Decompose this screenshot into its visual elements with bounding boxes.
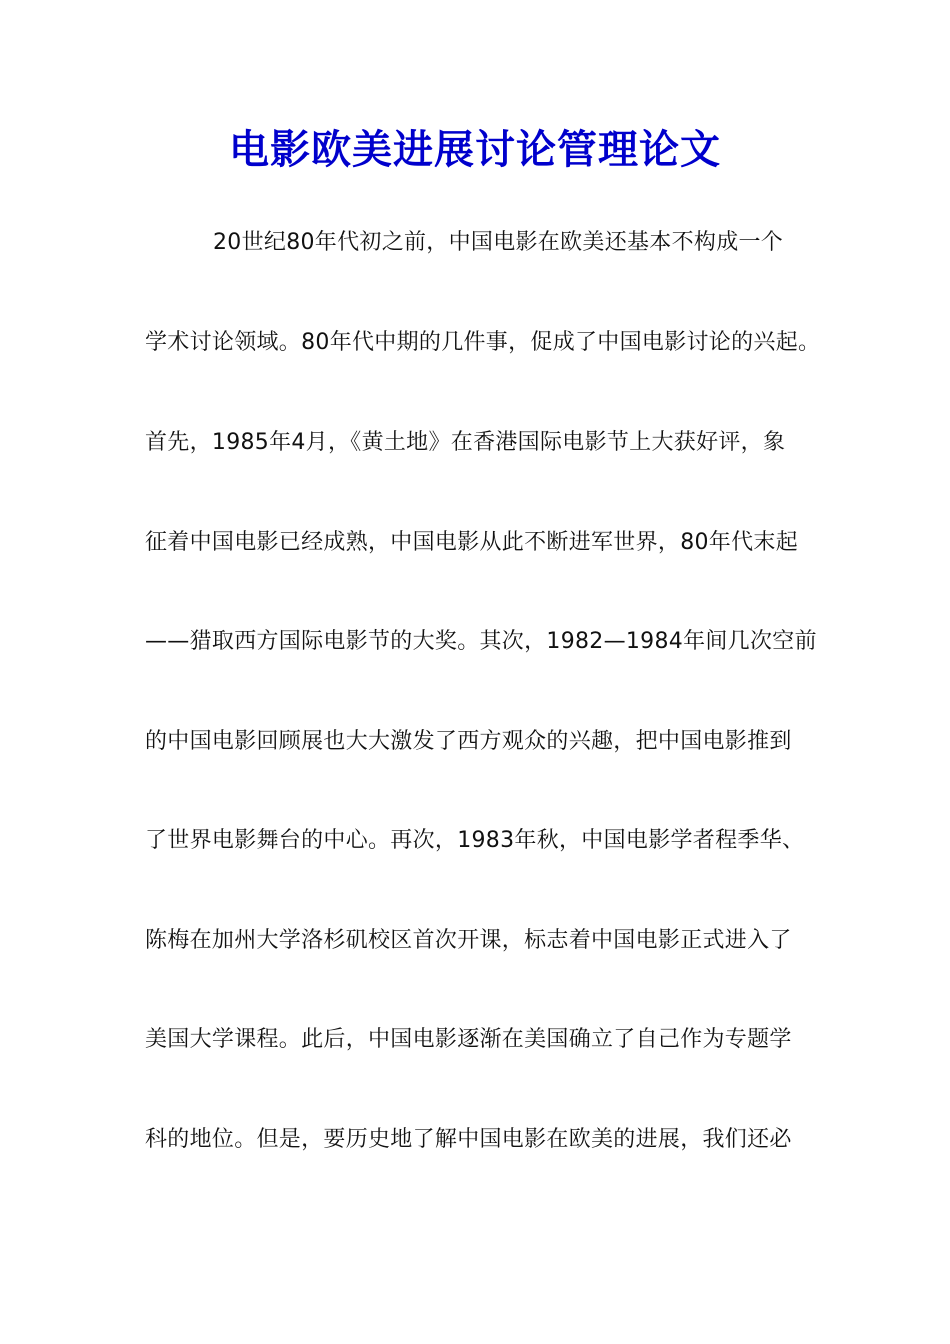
paragraph-line: 了世界电影舞台的中心。再次，1983年秋，中国电影学者程季华、	[145, 828, 805, 853]
paragraph-line: 陈梅在加州大学洛杉矶校区首次开课，标志着中国电影正式进入了	[145, 928, 792, 953]
document-title: 电影欧美进展讨论管理论文	[229, 126, 721, 173]
paragraph-line: ——猎取西方国际电影节的大奖。其次，1982—1984年间几次空前	[145, 629, 817, 654]
paragraph-line: 科的地位。但是，要历史地了解中国电影在欧美的进展，我们还必	[145, 1127, 792, 1152]
paragraph-line: 征着中国电影已经成熟，中国电影从此不断进军世界，80年代末起	[145, 530, 798, 555]
paragraph-line: 首先，1985年4月，《黄土地》在香港国际电影节上大获好评，象	[145, 430, 786, 455]
paragraph-line: 20世纪80年代初之前，中国电影在欧美还基本不构成一个	[213, 230, 784, 255]
paragraph-line: 美国大学课程。此后，中国电影逐渐在美国确立了自己作为专题学	[145, 1027, 792, 1052]
paragraph-line: 的中国电影回顾展也大大激发了西方观众的兴趣，把中国电影推到	[145, 729, 792, 754]
paragraph-line: 学术讨论领域。80年代中期的几件事，促成了中国电影讨论的兴起。	[145, 330, 821, 355]
